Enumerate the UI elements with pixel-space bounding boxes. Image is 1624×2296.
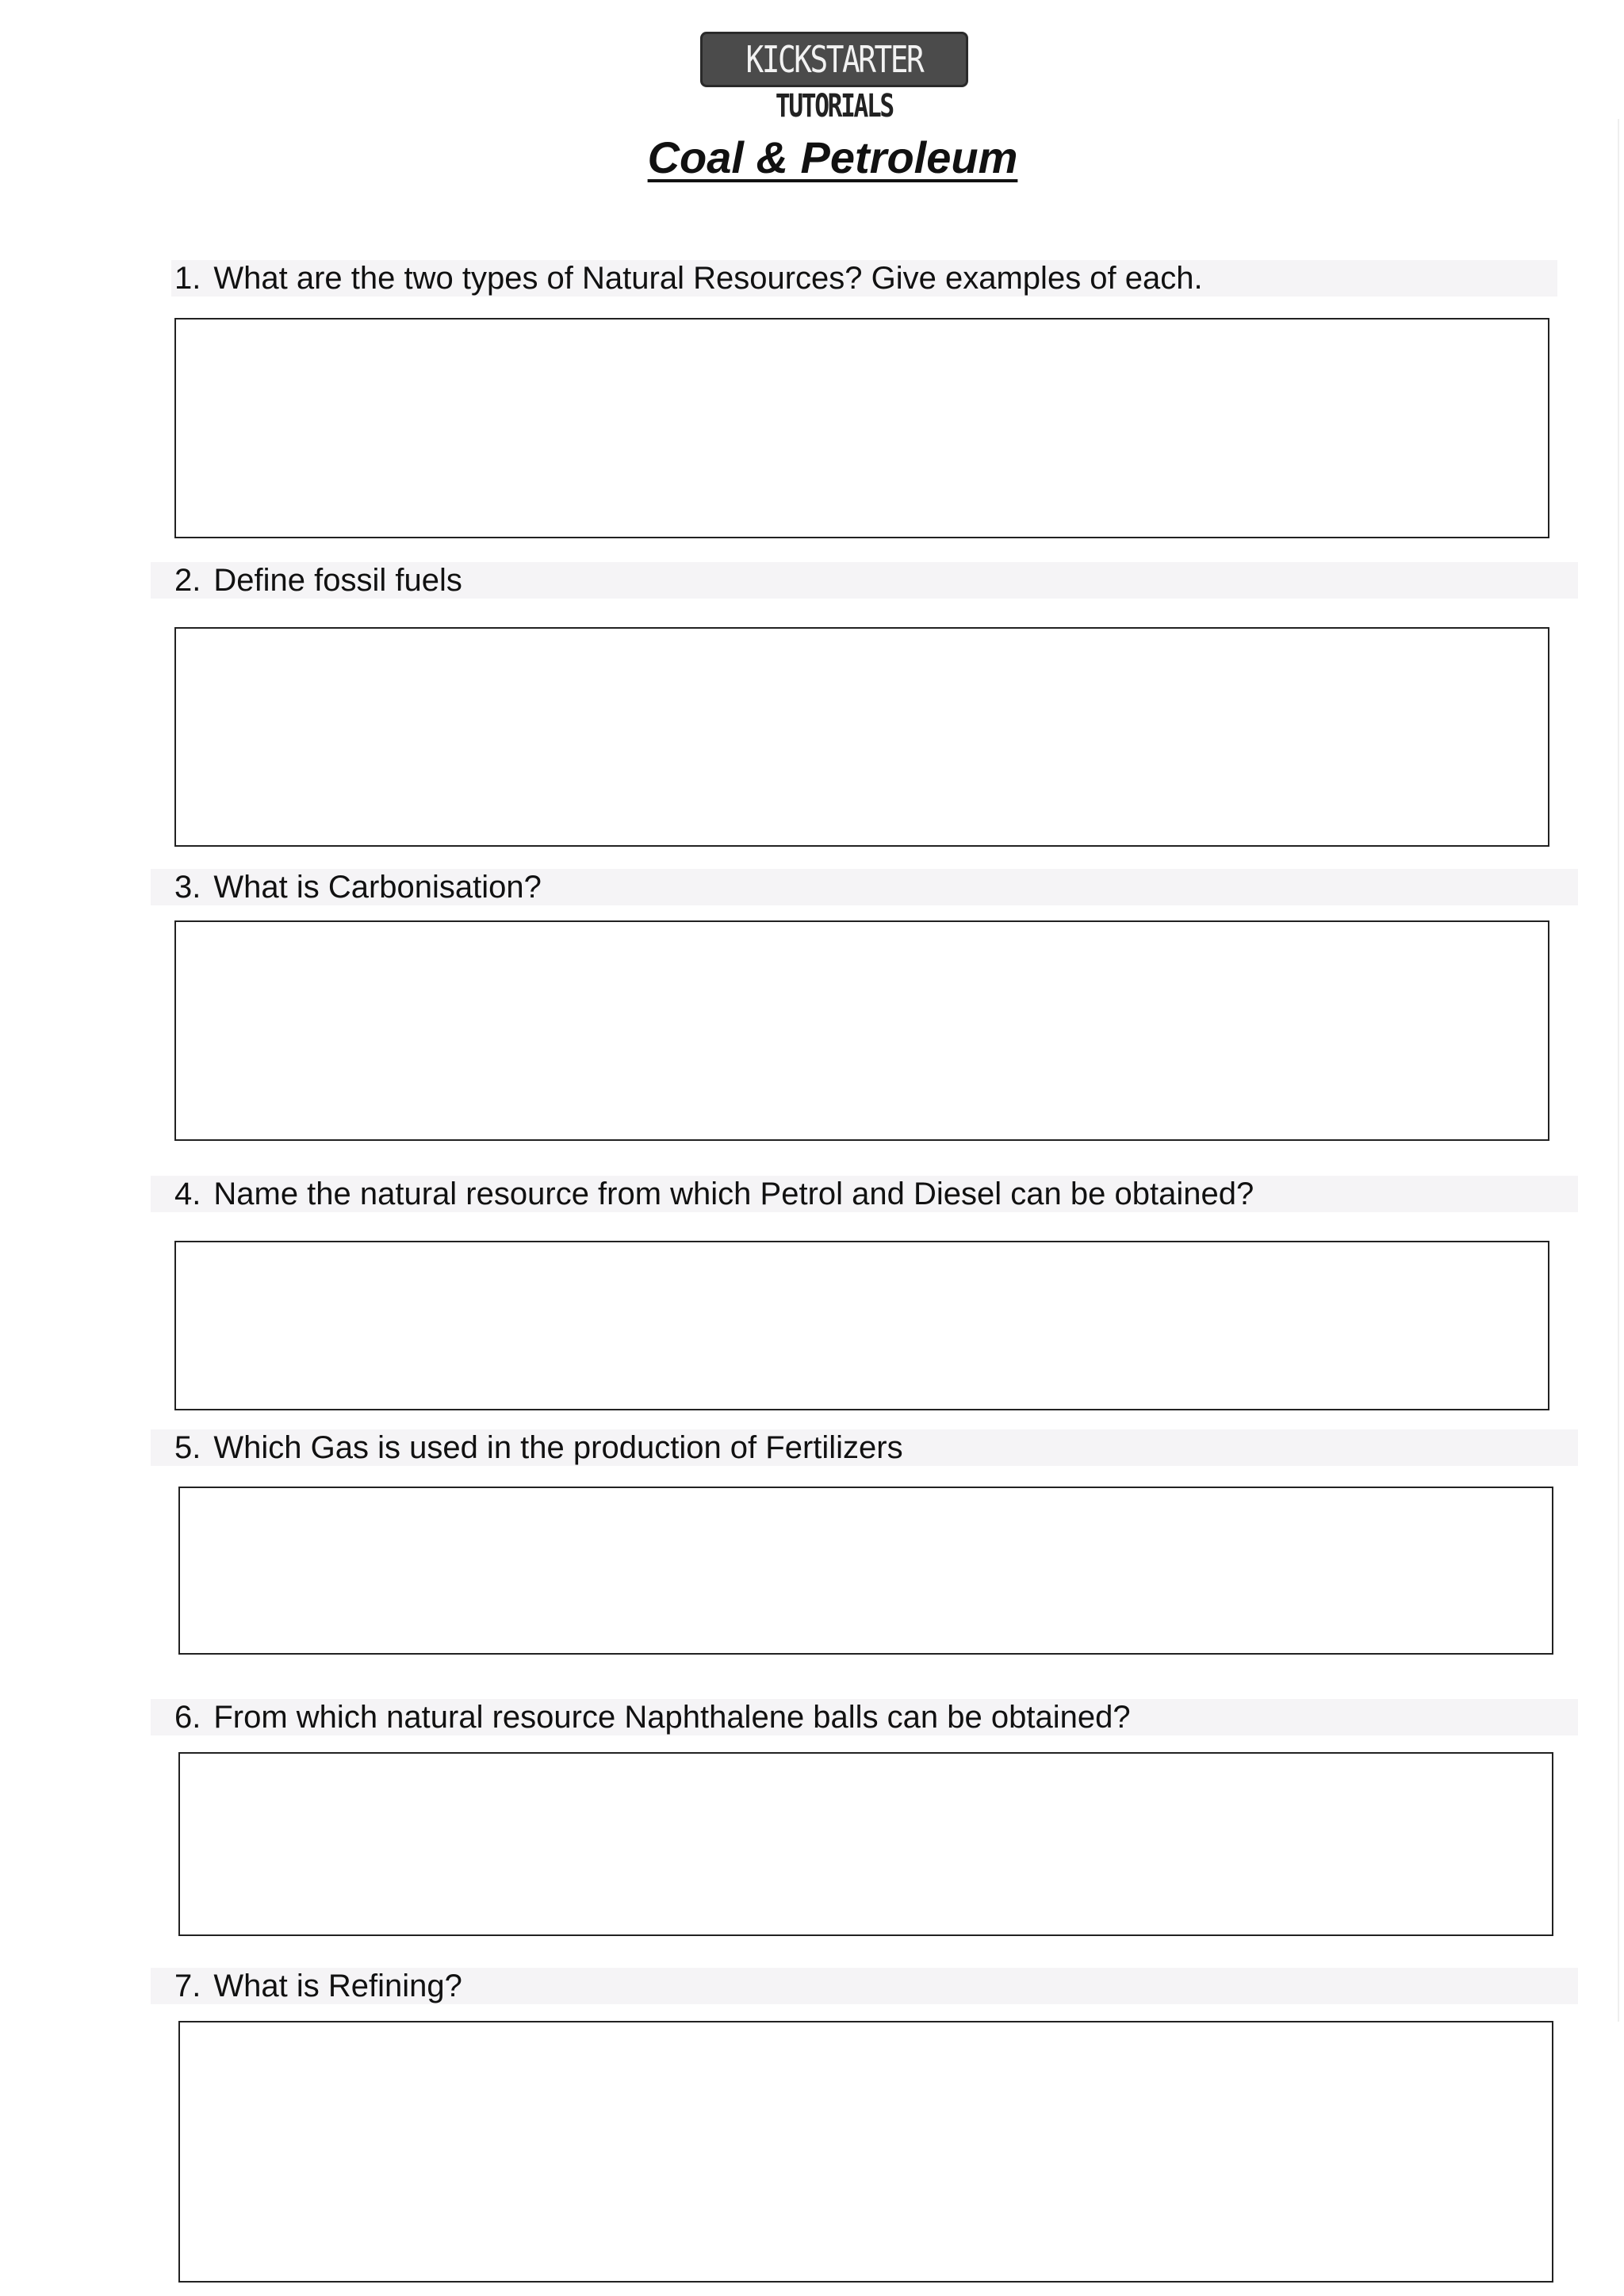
question-text: What are the two types of Natural Resources? Give examples of each.	[213, 261, 1203, 296]
question-text: What is Refining?	[213, 1969, 462, 2003]
question-number: 7.	[174, 1969, 201, 2003]
question-6	[151, 1699, 1578, 1735]
logo-subtitle	[700, 89, 968, 124]
question-1	[171, 260, 1557, 297]
question-5	[151, 1429, 1578, 1466]
question-text: Name the natural resource from which Petrol and Diesel can be obtained?	[213, 1177, 1254, 1211]
question-3	[151, 869, 1578, 905]
answer-box-3[interactable]	[174, 920, 1549, 1141]
question-number: 1.	[174, 261, 201, 296]
answer-box-1[interactable]	[174, 318, 1549, 538]
question-number: 4.	[174, 1177, 201, 1211]
logo-line2: TUTORIALS	[775, 88, 894, 124]
logo-badge	[700, 32, 968, 87]
answer-box-4[interactable]	[174, 1241, 1549, 1410]
page-title: Coal & Petroleum	[647, 132, 1018, 182]
answer-box-6[interactable]	[178, 1752, 1553, 1936]
question-number: 3.	[174, 870, 201, 905]
question-text: Define fossil fuels	[213, 563, 462, 598]
question-number: 2.	[174, 563, 201, 598]
question-number: 5.	[174, 1430, 201, 1465]
logo-line1: KICKSTARTER	[745, 38, 923, 81]
question-text: From which natural resource Naphthalene balls can be obtained?	[213, 1700, 1131, 1735]
page-edge-shadow	[1618, 119, 1619, 2022]
answer-box-5[interactable]	[178, 1487, 1553, 1655]
question-number: 6.	[174, 1700, 201, 1735]
answer-box-7[interactable]	[178, 2021, 1553, 2283]
question-2	[151, 562, 1578, 599]
question-4	[151, 1176, 1578, 1212]
question-text: What is Carbonisation?	[213, 870, 542, 905]
answer-box-2[interactable]	[174, 627, 1549, 847]
kickstarter-tutorials-logo	[700, 32, 968, 122]
question-text: Which Gas is used in the production of Fertilizers	[213, 1430, 903, 1465]
question-7	[151, 1968, 1578, 2004]
